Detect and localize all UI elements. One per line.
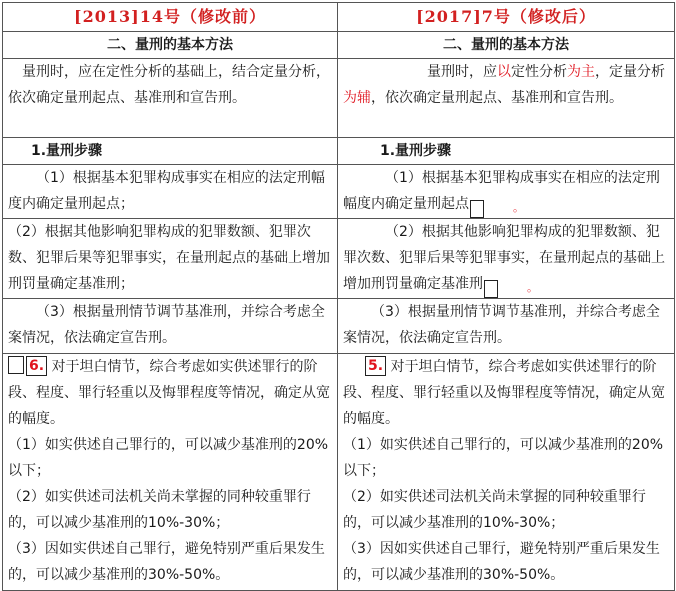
left-confession-cell bbox=[3, 354, 338, 591]
empty-checkbox-icon bbox=[8, 356, 24, 374]
right-confession-cell bbox=[338, 354, 675, 591]
right-step3-cell bbox=[338, 299, 675, 354]
left-item-number: 6. bbox=[26, 356, 47, 376]
left-section-title: 二、量刑的基本方法 bbox=[3, 32, 338, 59]
right-header: [2017]7号（修改后） bbox=[338, 3, 675, 32]
right-step3-text: （3）根据量刑情节调节基准刑，并综合考虑全案情况，依法确定宣告刑。 bbox=[343, 304, 660, 346]
right-step2-cell bbox=[338, 219, 675, 299]
comparison-table bbox=[2, 2, 675, 591]
right-step2-text: （2）根据其他影响犯罪构成的犯罪数额、犯罪次数、犯罪后果等犯罪事实，在量刑起点的基础上增加刑罚量确定基准刑 。 bbox=[343, 219, 669, 298]
right-confession-item-3: （3）因如实供述自己罪行，避免特别严重后果发生的，可以减少基准刑的30%-50%。 bbox=[343, 541, 660, 583]
right-confession-item-2: （2）如实供述司法机关尚未掌握的同种较重罪行的，可以减少基准刑的10%-30%； bbox=[343, 489, 646, 531]
right-step1-cell bbox=[338, 165, 675, 219]
left-step1-cell bbox=[3, 165, 338, 219]
right-steps-title: 1.量刑步骤 bbox=[338, 138, 675, 165]
left-step2-text: （2）根据其他影响犯罪构成的犯罪数额、犯罪次数、犯罪后果等犯罪事实，在量刑起点的基础上增加刑罚量确定基准刑； bbox=[8, 224, 330, 292]
right-item-number: 5. bbox=[365, 356, 386, 376]
right-step1-text: （1）根据基本犯罪构成事实在相应的法定刑幅度内确定量刑起点 。 bbox=[343, 165, 669, 218]
left-step1-text: （1）根据基本犯罪构成事实在相应的法定刑幅度内确定量刑起点； bbox=[8, 170, 325, 212]
left-confession-item-2: （2）如实供述司法机关尚未掌握的同种较重罪行的，可以减少基准刑的10%-30%； bbox=[8, 489, 311, 531]
left-confession-item-1: （1）如实供述自己罪行的，可以减少基准刑的20%以下； bbox=[8, 437, 329, 479]
right-confession-item-1: （1）如实供述自己罪行的，可以减少基准刑的20%以下； bbox=[343, 437, 664, 479]
left-header: [2013]14号（修改前） bbox=[3, 3, 338, 32]
right-confession-intro: 5. 对于坦白情节，综合考虑如实供述罪行的阶段、程度、罪行轻重以及悔罪程度等情况，确定从宽的幅度。 bbox=[343, 358, 665, 427]
right-method-text: 量刑时，应以定性分析为主，定量分析为辅，依次确定量刑起点、基准刑和宣告刑。 bbox=[343, 64, 665, 106]
right-step2-mark-box: 。 bbox=[484, 280, 498, 298]
left-step3-text: （3）根据量刑情节调节基准刑，并综合考虑全案情况，依法确定宣告刑。 bbox=[8, 304, 325, 346]
right-section-title: 二、量刑的基本方法 bbox=[338, 32, 675, 59]
left-step2-cell bbox=[3, 219, 338, 299]
left-method-text: 量刑时，应在定性分析的基础上，结合定量分析，依次确定量刑起点、基准刑和宣告刑。 bbox=[8, 64, 330, 106]
left-step3-cell bbox=[3, 299, 338, 354]
left-method-cell bbox=[3, 59, 338, 138]
right-method-cell bbox=[338, 59, 675, 138]
right-step1-mark-box: 。 bbox=[470, 200, 484, 218]
left-steps-title: 1.量刑步骤 bbox=[3, 138, 338, 165]
left-confession-item-3: （3）因如实供述自己罪行，避免特别严重后果发生的，可以减少基准刑的30%-50%。 bbox=[8, 541, 325, 583]
left-confession-intro: 6. 对于坦白情节，综合考虑如实供述罪行的阶段、程度、罪行轻重以及悔罪程度等情况，确定从宽的幅度。 bbox=[8, 358, 330, 427]
